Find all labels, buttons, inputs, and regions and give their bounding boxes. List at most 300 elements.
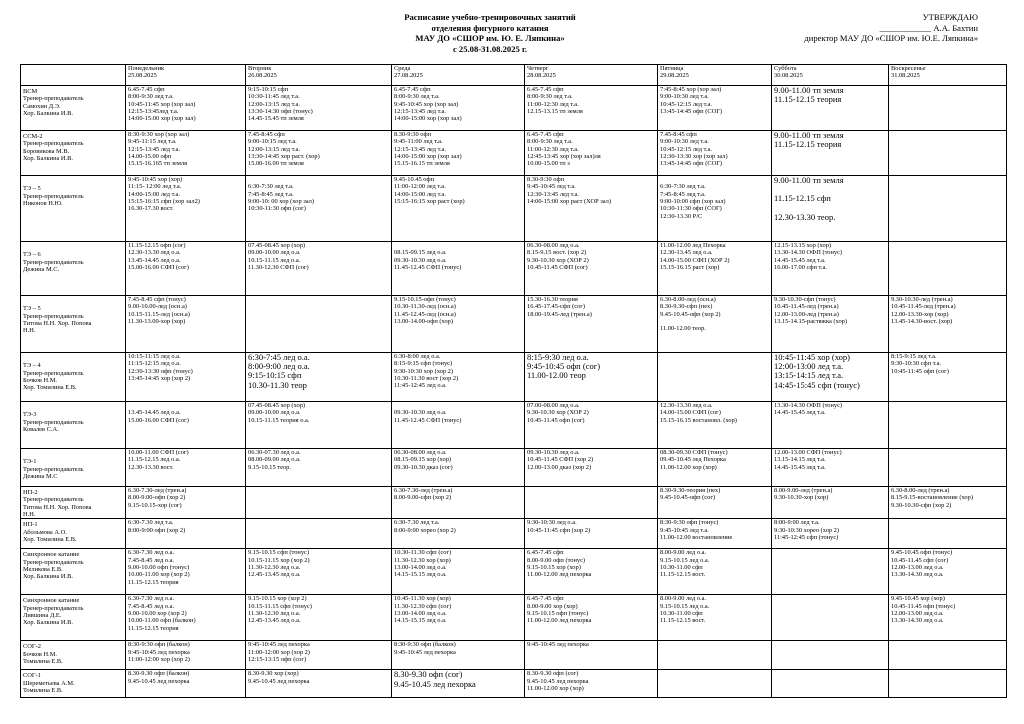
schedule-cell	[772, 641, 889, 670]
session-line: 13.30-14.30 ОФП (тонус)	[774, 249, 843, 257]
schedule-cell	[658, 670, 772, 698]
schedule-cell	[889, 296, 1007, 353]
session-line: 15.00-16.00 СФП (сог)	[128, 264, 189, 272]
group-line: Хор. Балкина И.В.	[23, 619, 74, 627]
schedule-cell	[658, 176, 772, 242]
title-line: отделения фигурного катания	[431, 22, 549, 33]
session-line: 09.00-10.00 лед о.а.	[248, 409, 301, 417]
session-line: 11.00-12.00 востановление	[660, 534, 733, 542]
group-cell	[21, 641, 126, 670]
schedule-cell	[525, 296, 658, 353]
session-line: 12:30-13:45 лед т.а.	[527, 190, 579, 198]
schedule-cell	[392, 641, 525, 670]
session-line	[394, 402, 522, 409]
session-line: 10.30-11.30 сфп (сог)	[394, 549, 452, 557]
session-line: 9:45-11:00 лед т.а.	[394, 138, 443, 146]
session-line: 12:00-13:15 лед т.а.	[248, 100, 300, 108]
session-line: 11.30-12.30 хор (хор)	[394, 556, 451, 564]
session-line: 11:15-12:15 лед о.а.	[128, 360, 181, 368]
session-line: 9:30-10:30 хорео (хор 2)	[774, 526, 840, 534]
schedule-cell	[525, 641, 658, 670]
schedule-cell	[772, 449, 889, 487]
schedule-cell	[392, 519, 525, 549]
group-line	[23, 355, 123, 362]
schedule-row	[21, 595, 1007, 641]
schedule-cell	[658, 487, 772, 519]
approval-line: УТВЕРЖДАЮ	[922, 12, 978, 22]
schedule-cell	[246, 519, 392, 549]
session-line: 9.45-10.45 лед пехорка	[394, 678, 476, 689]
session-line: 11:45-12:45 лед о.а.	[394, 382, 447, 390]
session-line: 9:45-10:45 хор (хор зал)	[394, 100, 459, 108]
session-line: 9.15-10.15-офп (тонус)	[394, 296, 456, 303]
session-line: 9.30-10.30-сфп (тонус)	[774, 296, 836, 303]
group-line: Тренер-преподаватель	[23, 558, 84, 566]
session-line: 12:00-13:15 лед т.а.	[248, 145, 300, 153]
schedule-cell	[889, 131, 1007, 176]
schedule-cell	[772, 353, 889, 402]
session-line: 9:00-10:15 лед т.а.	[248, 138, 297, 146]
schedule-cell	[392, 86, 525, 131]
group-line: СОГ-1	[23, 672, 41, 680]
session-line: 14:00-15:00 хор раст (ХОР зал)	[527, 198, 611, 206]
session-line: 9.15-10.15 офп (тонус)	[527, 610, 589, 618]
session-line: 13.15-14.15 лед т.а.	[774, 456, 826, 464]
schedule-cell	[126, 595, 246, 641]
session-line: 14:00-15:00 хор (хор зал)	[394, 115, 462, 123]
schedule-cell	[126, 131, 246, 176]
session-line: 18.00-19.45-лед (трен.а)	[527, 310, 592, 318]
session-line: 9.15-10.15 лед о.а.	[660, 602, 710, 610]
session-line: 11.45-12.45 СФП (тонус)	[394, 264, 462, 272]
session-line: 10:30-11:30 офп (СОГ)	[660, 205, 722, 213]
session-line: 11.15-12.15 теория	[128, 624, 179, 632]
session-line: 9.45-10.45 лед пехорка	[527, 677, 589, 685]
session-line: 12:00-13:00 лед т.а.	[774, 361, 844, 372]
schedule-cell	[246, 549, 392, 595]
session-line: 8:00-9:30 лед т.а.	[527, 93, 573, 101]
schedule-cell	[392, 449, 525, 487]
schedule-row	[21, 641, 1007, 670]
session-line: 7:45-8:45 лед т.а.	[248, 190, 294, 198]
session-line: 11.45-12.45-лед (осн.а)	[394, 310, 456, 318]
session-line: 12.30-13.30 лед о.а.	[660, 402, 713, 409]
session-line: 09.00-10.00 лед о.а.	[248, 249, 301, 257]
session-line: 09.30-10.30 лед о.а.	[527, 449, 580, 456]
group-line: Тренер-преподаватель	[23, 369, 84, 377]
title-line: Расписание учебно-тренировочных занятий	[404, 12, 576, 22]
schedule-cell	[392, 353, 525, 402]
group-line: Дежина М.С.	[23, 266, 60, 274]
session-line: 8:00-9:30 лед т.а.	[128, 93, 174, 101]
session-line: 11.15-12.15 сфп	[774, 193, 831, 204]
session-line: 14:45-15:45 сфп (тонус)	[774, 379, 860, 390]
session-line: 9.45-10.45 офп	[394, 176, 435, 183]
group-line: Титова Н.Н. Хор. Попова	[23, 320, 92, 328]
session-line: 11.15-12.15 теория	[774, 94, 842, 105]
group-line: ССМ-2	[23, 133, 43, 140]
schedule-cell	[525, 487, 658, 519]
session-line: 7.45-8.45 лед о.а.	[128, 602, 175, 610]
session-line: 8:30-9:30 офп (тонус)	[660, 519, 719, 527]
schedule-cell	[772, 402, 889, 449]
session-line: 13.30-14.30 ОФП (тонус)	[774, 402, 843, 409]
schedule-cell	[126, 296, 246, 353]
session-line: 13:45-14:45 офп (СОГ)	[660, 160, 723, 168]
group-line: Никонов Н.Ю.	[23, 200, 63, 208]
schedule-cell	[246, 131, 392, 176]
session-line: 11:45-12:45 сфп (тонус)	[774, 534, 839, 542]
session-line: 10.15-11.15 хор (хор 2)	[248, 556, 310, 564]
schedule-cell	[525, 449, 658, 487]
document-title	[300, 12, 680, 54]
session-line: 15.15-16.15 тп земля	[394, 160, 450, 168]
schedule-cell	[658, 519, 772, 549]
session-line: 8:00-9:30 лед т.а.	[527, 138, 573, 146]
schedule-cell	[126, 449, 246, 487]
group-line: Томилина Е.В.	[23, 687, 63, 695]
schedule-cell	[246, 176, 392, 242]
day-header-cell: Суббота 30.08.2025	[772, 65, 889, 86]
schedule-cell	[525, 242, 658, 296]
schedule-cell	[658, 641, 772, 670]
session-line: 9:00-10:00 сфп (хор зал)	[660, 198, 726, 206]
schedule-cell	[658, 402, 772, 449]
session-line: 8:00-9:00 офп (хор 2)	[128, 526, 186, 534]
session-line: 10:45-11:45 офп (сог)	[891, 367, 949, 375]
session-line: 10.45-11.45 офп (тонус)	[891, 602, 956, 610]
session-line: 11:15- 12:00 лед т.а.	[128, 183, 182, 191]
session-line: 6.30-7.30 лед о.а.	[128, 595, 175, 603]
schedule-cell	[392, 296, 525, 353]
session-line: 9:45-10:45 лед т.а.	[527, 183, 576, 191]
schedule-cell	[772, 131, 889, 176]
group-cell	[21, 242, 126, 296]
session-line: 8.30-9.30-сфп (пех)	[660, 303, 713, 311]
session-line: 8:30-9:30 офп (балкон)	[394, 641, 456, 649]
session-line: 06.30-07.30 лед о.а.	[248, 449, 301, 456]
session-line: 6:30-7.30 лед т.а.	[128, 519, 174, 527]
group-cell	[21, 670, 126, 698]
session-line: 6:30-7:30 лед т.а.	[660, 183, 706, 191]
session-line: 14.00-15.00 СФП (ХОР 2)	[660, 256, 730, 264]
session-line: 8.00-9.00 хор (хор)	[527, 602, 578, 610]
session-line: 9:30-10:30 лед о.а.	[527, 519, 577, 527]
session-line: 9.15-10.15 хор (хор)	[527, 564, 581, 572]
session-line: 10:45-11:45 хор (хор зал)	[128, 100, 196, 108]
session-line: 13.00-14.00 лед о.а.	[394, 564, 447, 572]
schedule-cell	[126, 353, 246, 402]
group-line	[23, 298, 123, 305]
session-line: 14.45-15.45 лед т.а.	[774, 463, 826, 471]
schedule-cell	[392, 595, 525, 641]
session-line: 9.15-10.15 теор.	[248, 463, 291, 471]
session-line: 13:45-14:45 офп (СОГ)	[660, 108, 723, 116]
session-line: 8.30-9.30 офп (сог)	[527, 670, 579, 678]
day-header-cell: Понедельник 25.08.2025	[126, 65, 246, 86]
group-line: НП-1	[23, 521, 38, 529]
group-line: Ковалев С.А.	[23, 426, 59, 434]
session-line: 9.30-10.30-хор (хор)	[774, 494, 829, 502]
schedule-cell	[246, 402, 392, 449]
session-line: 9:00-10: 00 хор (хор зал)	[248, 198, 314, 206]
schedule-cell	[246, 296, 392, 353]
session-line: 10.30-11.30-лед (осн.а)	[394, 303, 456, 311]
session-line: 10:45-12:15 лед т.а.	[660, 100, 712, 108]
session-line: 11:00-12:00 хор (хор 2)	[248, 648, 310, 656]
group-cell	[21, 519, 126, 549]
session-line: 7.45-8.45 сфп (тонус)	[128, 296, 186, 303]
schedule-cell	[525, 131, 658, 176]
session-line: 9:30-10:30 сфп т.а.	[891, 360, 942, 368]
session-line: 12.30-13.45 лед о.а.	[660, 249, 713, 257]
session-line: 8:00-9:00 хорео (хор 2)	[394, 526, 456, 534]
session-line: 9.15-10.15-хор (сог)	[128, 501, 182, 509]
session-line: 10.30-11.00 сфп	[660, 564, 703, 572]
session-line: 16.45-17.45-сфп (сог)	[527, 303, 585, 311]
session-line: 8.30-9.30 офп (балкон)	[128, 670, 190, 678]
session-line: 16.30-17.30 вост.	[128, 205, 174, 213]
schedule-cell	[658, 595, 772, 641]
session-line: 7:45-8:45 лед т.а.	[660, 190, 706, 198]
group-line: Дежина М.С	[23, 473, 58, 481]
session-line: 7:45-8:45 хор (хор зал)	[660, 86, 722, 93]
group-line: Синхронное катание	[23, 551, 80, 559]
schedule-cell	[525, 86, 658, 131]
group-line: Самохин Д.Э.	[23, 102, 61, 110]
session-line: 10.45-11.45-лед (трен.а)	[891, 303, 956, 311]
session-line: 9:45-10:45 офп (сог)	[527, 361, 601, 372]
day-header-cell: Среда 27.08.2025	[392, 65, 525, 86]
day-header-cell: Воскресенье 31.08.2025	[889, 65, 1007, 86]
session-line: 10.45-11.45 СФП (хор 2)	[527, 456, 594, 464]
session-line: 11.15-12.15 офп (сог)	[128, 242, 186, 249]
session-line: 10.00-15.00 тп з	[527, 160, 570, 168]
session-line: 8.00-9.00 лед о.а.	[660, 549, 707, 557]
session-line: 16.00-17.00 сфп т.а.	[774, 264, 827, 272]
session-line: 10:45-11:45 сфп (хор 2)	[527, 526, 591, 534]
group-line: ТЭ – 4	[23, 362, 41, 370]
schedule-cell	[525, 519, 658, 549]
session-line: 12.15-13.15 тп земля	[527, 108, 583, 116]
session-line: 11.30-13.00-хор (хор)	[128, 318, 186, 326]
schedule-cell	[246, 487, 392, 519]
session-line: 8.30-9.30-теория (пех)	[660, 487, 721, 494]
session-line: 12.15-13.15 хор (хор)	[774, 242, 832, 249]
session-line: 8:00-9:00 лед о.а.	[248, 361, 310, 372]
session-line: 11.00-12.00 теор.	[660, 325, 706, 333]
session-line: 6.30-7.30-лед (трен.а)	[128, 487, 187, 494]
session-line: 14:00-15:00 лед т.а.	[128, 190, 180, 198]
session-line: 12.00-13.00 лед о.а.	[891, 564, 944, 572]
session-line: 11.45-12.45 СФП (тонус)	[394, 416, 462, 424]
group-line: ТЭ-1	[23, 458, 37, 466]
schedule-cell	[392, 670, 525, 698]
session-line: 13.45-14.30-вост. (хор)	[891, 318, 953, 326]
session-line: 10:45-11:45 хор (хор)	[774, 352, 851, 362]
session-line: 9.00-11.00 тп земля	[774, 85, 844, 95]
session-line: 10.15-11.15 сфп (тонус)	[248, 602, 312, 610]
session-line: 15.15-16.15 востановл. (хор)	[660, 416, 737, 424]
session-line: 9:45-10:45 лед пехорка	[527, 641, 589, 649]
session-line: 11.00-12.00 лед пехорка	[527, 571, 592, 579]
session-line: 6:30-7.30 лед т.а.	[394, 519, 440, 527]
session-line: 12.30-13.30 лед о.а.	[128, 249, 181, 257]
session-line: 8.00-9.00 лед о.а.	[660, 595, 707, 603]
group-line: Синхронное катание	[23, 597, 80, 605]
session-line: 06.30-08.00 лед о.а.	[394, 449, 447, 456]
session-line: 9.15-10.15 хор (хор 2)	[248, 595, 307, 603]
session-line: 13.30-14.30 лед о.а.	[891, 571, 944, 579]
schedule-cell	[126, 519, 246, 549]
group-line: Тренер-преподаватель	[23, 312, 84, 320]
session-line: 6.30-8.00-лед (трен.а)	[891, 487, 950, 494]
session-line: 13.45-14.45 лед о.а.	[128, 256, 181, 264]
group-cell	[21, 487, 126, 519]
session-line: 11.15-12.15 вост.	[660, 617, 706, 625]
schedule-cell	[126, 641, 246, 670]
session-line: 08.15-09.15 лед о.а.	[394, 249, 447, 257]
header-row	[21, 65, 1007, 86]
session-line: 11.30-12.30 сфп (сог)	[394, 602, 452, 610]
session-line: 9.00-10.00 хор (хор 2)	[128, 610, 187, 618]
schedule-cell	[889, 242, 1007, 296]
session-line: 14.00-15.00 офп	[128, 153, 172, 161]
schedule-cell	[889, 519, 1007, 549]
session-line: 15.15-16.15 раст (хор)	[660, 264, 720, 272]
session-line: 11:00-12:30 лед т.а.	[527, 145, 579, 153]
group-line: Боровикова М.В.	[23, 147, 70, 155]
schedule-cell	[246, 353, 392, 402]
schedule-body	[21, 86, 1007, 698]
schedule-row	[21, 487, 1007, 519]
group-line: Тренер-преподаватель	[23, 604, 84, 612]
session-line: 13:45-14:45 хор (хор 2)	[128, 375, 191, 383]
group-line: Н.Н.	[23, 327, 36, 335]
session-line: 12.00-13.00 лед о.а.	[891, 610, 944, 618]
session-line: 9.30-10.30-сфп (хор 2)	[891, 501, 952, 509]
session-line: 8.00-9.00-сфп (хор 2)	[394, 494, 452, 502]
session-line: 9:00-10:30 лед т.а.	[660, 93, 709, 101]
session-line: 12.00-13.00-лед (трен.а)	[774, 310, 839, 318]
session-line: 10.30-11.30 вост (хор 2)	[394, 375, 459, 383]
session-line: 9.30-10.30-лед (трен.а)	[891, 296, 953, 303]
session-line: 14:00-15:00 лед т.а.	[394, 190, 446, 198]
group-line: ТЭ – 6	[23, 251, 41, 259]
session-line: 9:45-10:45 лед т.а.	[660, 526, 709, 534]
session-line: 12.30-13.30 теор.	[774, 211, 836, 222]
group-header-cell	[21, 65, 126, 86]
session-line: 10.45-11.45 офп (сог)	[527, 416, 585, 424]
session-line: 9.00-11.00 тп земля	[774, 175, 844, 185]
session-line: 12:30-13:30 хор (хор зал)	[660, 153, 728, 161]
session-line: 9.15-10.15 лед о.а.	[660, 556, 710, 564]
session-line: 10.45-11.45-лед (трен.а)	[774, 303, 839, 311]
schedule-cell	[392, 487, 525, 519]
session-line: 09.30-10.30 дказ (сог)	[394, 463, 453, 471]
session-line: 8.00-9.00-офп (хор 2)	[128, 494, 186, 502]
session-line: 09.45-10.45 лед Пехорка	[660, 456, 726, 464]
group-cell	[21, 353, 126, 402]
group-cell	[21, 595, 126, 641]
session-line: 11.15-12.15 теория	[774, 139, 842, 150]
title-line: с 25.08-31.08.2025 г.	[452, 43, 528, 54]
group-line: Хор. Томилина Е.В.	[23, 384, 77, 392]
schedule-cell	[889, 595, 1007, 641]
session-line: 13.15-14.15-растяжка (хор)	[774, 318, 847, 326]
schedule-cell	[772, 595, 889, 641]
group-line	[23, 244, 123, 251]
session-line: 12.00-13.30-хор (хор)	[891, 310, 949, 318]
session-line: 12:45-13:45 хор (хор зал)ля	[527, 153, 601, 161]
session-line: 8:30-9:30 офп (балкон)	[128, 641, 190, 649]
group-line: Тренер-преподаватель	[23, 192, 84, 200]
schedule-cell	[889, 402, 1007, 449]
session-line: 6.45-7.45 сфп	[128, 86, 165, 93]
session-line: 13:30-14:45 хор раст. (хор)	[248, 153, 320, 161]
schedule-cell	[525, 595, 658, 641]
group-line: НП-2	[23, 489, 38, 496]
schedule-cell	[772, 487, 889, 519]
group-line: Тренер-преподаватель	[23, 95, 84, 103]
session-line: 9:15-10:15 сфп	[248, 370, 302, 381]
session-line: 09.30-10.30 лед о.а.	[394, 256, 447, 264]
session-line: 8.30-9:30 офп	[394, 131, 432, 138]
session-line: 8.15-9.15 вост. (хор 2)	[527, 249, 587, 257]
session-line: 07.00-08.00 лед о.а.	[527, 402, 580, 409]
session-line: 14.45-15.45 лед т.а.	[774, 409, 826, 417]
schedule-row	[21, 549, 1007, 595]
session-line: 14:00-15:00 хор (хор зал)	[394, 153, 462, 161]
group-cell	[21, 131, 126, 176]
group-line: Абольмова А.О.	[23, 528, 67, 536]
session-line: 11.00-12.00 теор	[527, 370, 586, 381]
schedule-cell	[525, 402, 658, 449]
session-line: 12.45-13.45 лед о.а.	[248, 617, 301, 625]
group-line: ВСМ	[23, 88, 38, 95]
schedule-cell	[246, 641, 392, 670]
session-line: 9.45-10.45-офп (сог)	[660, 494, 716, 502]
schedule-cell	[658, 296, 772, 353]
approval-line: директор МАУ ДО «СШОР им. Ю.Е. Ляпкина»	[804, 33, 978, 43]
session-line: 8.30-9.30 хор (хор)	[248, 670, 299, 678]
session-line: 8:15-9:30 лед о.а.	[527, 352, 589, 362]
session-line: 11.30-12.30 лед о.а.	[248, 610, 301, 618]
schedule-row	[21, 670, 1007, 698]
session-line: 10.15-11.15 лед о.а.	[248, 256, 301, 264]
schedule-cell	[889, 549, 1007, 595]
session-line: 13.45-14.45 лед о.а.	[128, 409, 181, 417]
session-line: 9.15-10.15 сфп (тонус)	[248, 549, 309, 557]
session-line: 10.30-11.00 сфп	[660, 610, 703, 618]
schedule-cell	[658, 242, 772, 296]
schedule-cell	[658, 131, 772, 176]
session-line: 11.00-12.00 лед пехорка	[527, 617, 592, 625]
session-line: 13.00-14.00 лед о.а.	[394, 610, 447, 618]
session-line: 8:30-9:30 хор (хор зал)	[128, 131, 190, 138]
schedule-cell	[392, 131, 525, 176]
group-line: Бочков Н.М.	[23, 650, 57, 658]
session-line: 8.00-9.00 офп (тонус)	[527, 556, 586, 564]
session-line: 10:30-11:30 офп (сог)	[248, 205, 306, 213]
session-line: 10.00-11.00 СФП (сог)	[128, 449, 189, 456]
session-line	[660, 318, 769, 325]
schedule-cell	[126, 176, 246, 242]
session-line: 9.30-10.30 хор (ХОР 2)	[527, 256, 589, 264]
session-line: 13:15-14:15 лед т.а.	[774, 370, 844, 381]
session-line: 12.45-13.45 лед о.а.	[248, 571, 301, 579]
session-line: 10.15-11.15-лед (осн.а)	[128, 310, 190, 318]
